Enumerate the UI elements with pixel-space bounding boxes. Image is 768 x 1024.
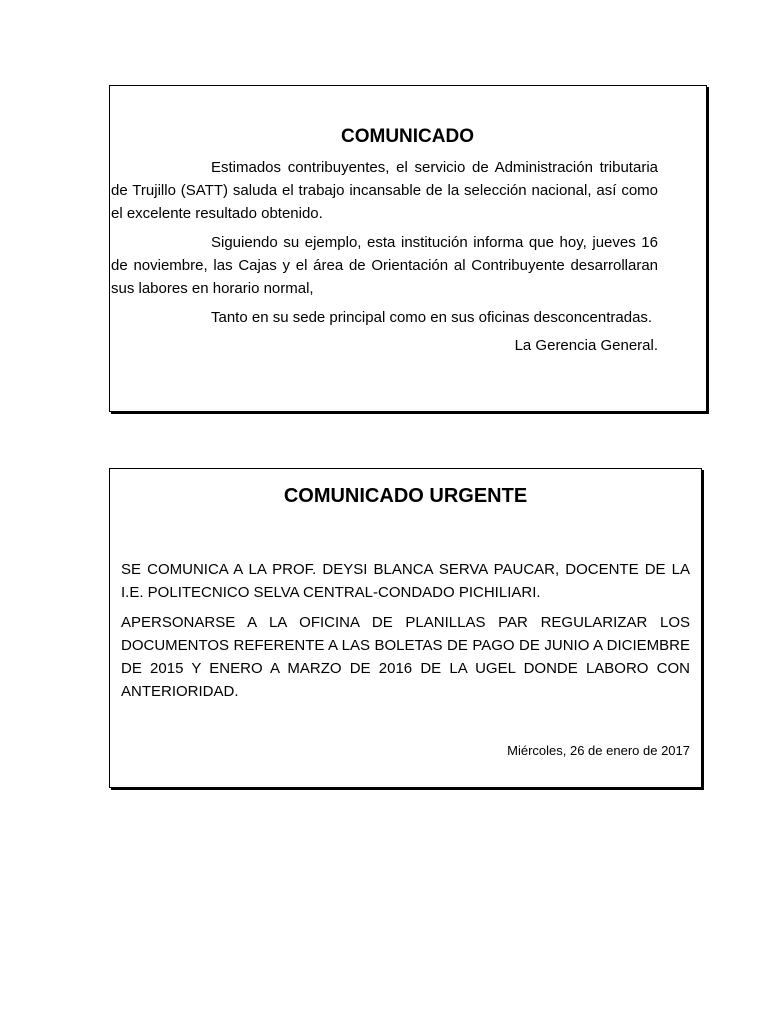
notice-paragraph-3 — [111, 306, 658, 329]
urgent-notice-date: Miércoles, 26 de enero de 2017 — [507, 743, 690, 758]
notice-signature: La Gerencia General. — [514, 337, 658, 354]
notice-paragraph-3-text: Tanto en su sede principal como en sus oficinas desconcentradas. — [211, 309, 653, 326]
notice-paragraph-1 — [111, 156, 658, 225]
notice-title: COMUNICADO — [341, 126, 474, 147]
notice-box-urgente — [109, 468, 702, 788]
urgent-paragraph-2: APERSONARSE A LA OFICINA DE PLANILLAS PAR REGULARIZAR LOS DOCUMENTOS REFERENTE A LAS BOLETAS DE PAGO DE JUNIO A DICIEMBRE DE 2015 Y ENERO A MARZO DE 2016 DE LA UGEL DONDE LABORO CON ANTERIORIDAD. — [121, 614, 690, 700]
notice-paragraph-1-text: Estimados contribuyentes, el servicio de Administración tributaria de Trujillo (SATT) saluda el trabajo incansable de la selección nacional, así como el excelente resultado obtenido. — [111, 159, 658, 222]
notice-paragraph-2 — [111, 231, 658, 300]
notice-paragraph-2-text: Siguiendo su ejemplo, esta institución informa que hoy, jueves 16 de noviembre, las Cajas y el área de Orientación al Contribuyente desarrollaran sus labores en horario normal, — [111, 234, 658, 297]
urgent-notice-title: COMUNICADO URGENTE — [283, 485, 528, 507]
notice-box-comunicado — [109, 85, 707, 412]
urgent-paragraph-1: SE COMUNICA A LA PROF. DEYSI BLANCA SERVA PAUCAR, DOCENTE DE LA I.E. POLITECNICO SELVA CENTRAL-CONDADO PICHILIARI. — [121, 561, 690, 601]
